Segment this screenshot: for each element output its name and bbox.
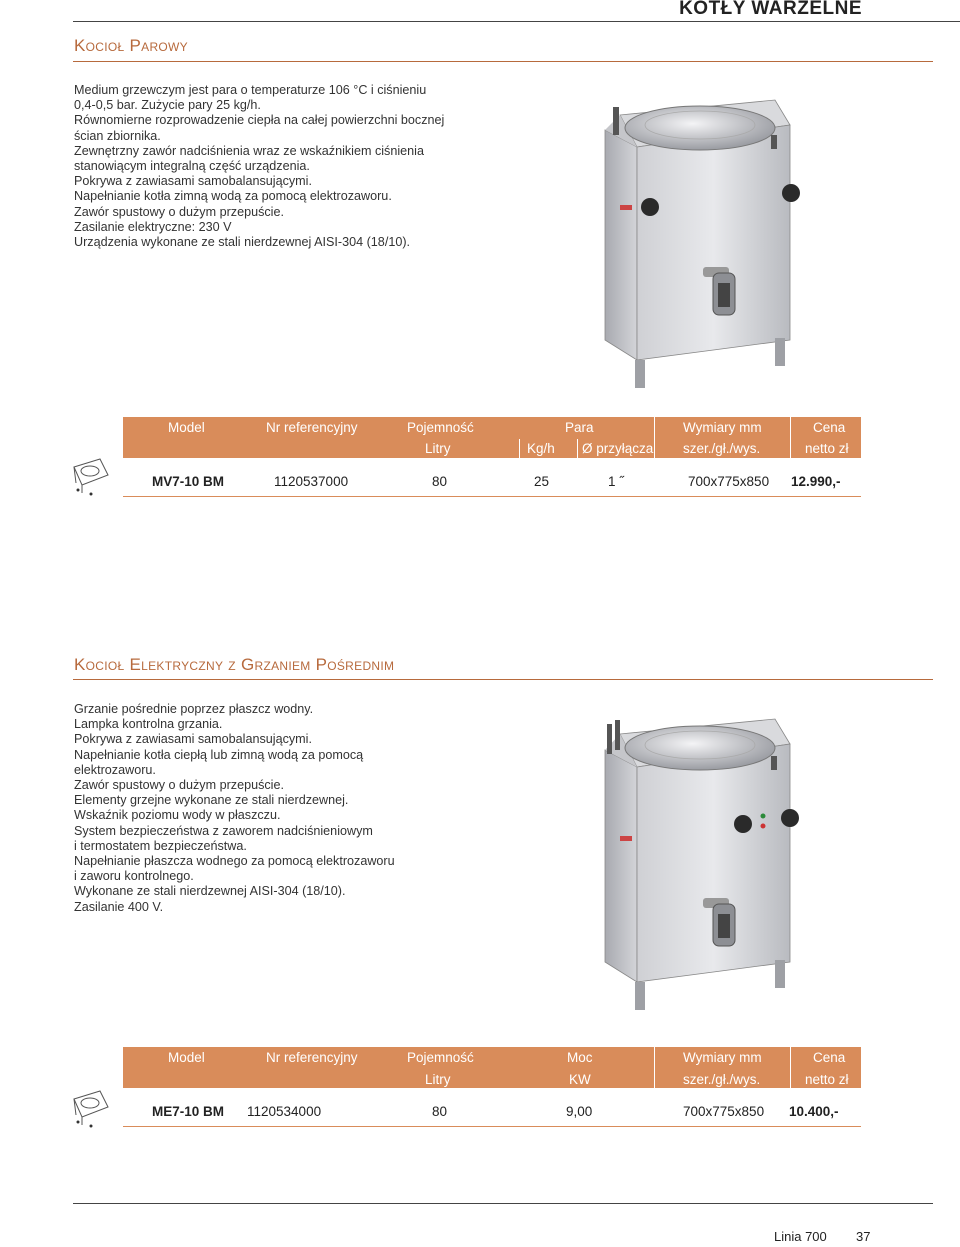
cell-dimensions: 700x775x850 [688,474,770,489]
cell-price: 10.400,- [789,1104,839,1119]
table-row [123,1098,861,1127]
column-divider [654,417,655,458]
column-divider [654,1047,655,1088]
steam-kettle-description [74,83,474,250]
cell-dimensions: 700x775x850 [683,1104,765,1119]
col-dimensions: Wymiary mm [683,420,762,435]
header-rule [73,21,960,22]
description-line: Napełnianie kotła ciepłą lub zimną wodą za pomocą [74,747,364,762]
table-gap [123,1088,861,1098]
cell-reference: 1120534000 [247,1104,322,1119]
cell-steam: 25 [534,474,550,489]
page-number: 37 [856,1229,871,1244]
table-header [123,1047,861,1088]
col-reference: Nr referencyjny [266,420,358,435]
kettle-top-view-icon [70,455,112,497]
electric-kettle-spec-table [123,1047,861,1127]
section-title-steam-kettle: Kocioł Parowy [74,36,188,55]
footer-product-line: Linia 700 [774,1229,827,1244]
electric-kettle-description [74,702,474,915]
cell-price: 12.990,- [791,474,841,489]
section-rule [73,679,933,680]
cell-connection: 1 ˝ [608,474,624,489]
steam-kettle-spec-table [123,417,861,497]
steam-kettle-product-image [585,95,815,395]
col-price: Cena [813,1050,846,1065]
col-capacity: Pojemność [407,420,474,435]
col-capacity: Pojemność [407,1050,474,1065]
page-header-title: KOTŁY WARZELNE [679,0,862,19]
cell-power: 9,00 [566,1104,593,1119]
col-price: Cena [813,420,846,435]
col-reference: Nr referencyjny [266,1050,358,1065]
description-line: Pokrywa z zawiasami samobalansującymi. [74,732,312,747]
column-divider [519,439,520,458]
description-line: Zasilanie elektryczne: 230 V [74,219,232,234]
column-divider [577,439,578,458]
description-line: stanowiącym integralną część urządzenia. [74,159,310,174]
description-line: Wykonane ze stali nierdzewnej AISI-304 (18/10). [74,884,346,899]
unit-kw: KW [569,1072,591,1087]
col-steam: Para [565,420,594,435]
description-line: Zawór spustowy o dużym przepuście. [74,204,284,219]
description-line: ścian zbiornika. [74,128,161,143]
description-line: Lampka kontrolna grzania. [74,717,223,732]
table-gap [123,458,861,468]
unit-litres: Litry [425,441,451,456]
column-divider [790,1047,791,1088]
cell-capacity: 80 [432,474,448,489]
table-row [123,468,861,497]
description-line: Grzanie pośrednie poprzez płaszcz wodny. [74,702,314,716]
unit-dimensions: szer./gł./wys. [683,1072,761,1087]
section-rule [73,61,933,62]
description-line: Równomierne rozprowadzenie ciepła na całej powierzchni bocznej [74,113,445,128]
electric-kettle-product-image [585,712,815,1017]
col-dimensions: Wymiary mm [683,1050,762,1065]
unit-dimensions: szer./gł./wys. [683,441,761,456]
kettle-top-view-icon [70,1087,112,1129]
description-line: 0,4-0,5 bar. Zużycie pary 25 kg/h. [74,98,261,113]
unit-price: netto zł [805,1072,849,1087]
unit-kgh: Kg/h [527,441,555,456]
description-line: elektrozaworu. [74,762,156,777]
description-line: Napełnianie płaszcza wodnego za pomocą elektrozaworu [74,854,395,869]
description-line: i termostatem bezpieczeństwa. [74,838,247,853]
column-divider [790,417,791,458]
description-line: Zasilanie 400 V. [74,899,164,914]
unit-price: netto zł [805,441,849,456]
description-line: Elementy grzejne wykonane ze stali nierdzewnej. [74,793,349,808]
col-model: Model [168,1050,205,1065]
cell-model: MV7-10 BM [152,474,225,489]
footer-rule [73,1203,933,1204]
description-line: Wskaźnik poziomu wody w płaszczu. [74,808,281,823]
cell-capacity: 80 [432,1104,448,1119]
unit-connection: Ø przyłącza [582,441,654,456]
description-line: System bezpieczeństwa z zaworem nadciśnieniowym [74,823,373,838]
description-line: Pokrywa z zawiasami samobalansującymi. [74,174,312,189]
col-model: Model [168,420,205,435]
section-title-electric-kettle: Kocioł Elektryczny z Grzaniem Pośrednim [74,655,395,674]
unit-litres: Litry [425,1072,451,1087]
col-power: Moc [567,1050,593,1065]
description-line: Zewnętrzny zawór nadciśnienia wraz ze wskaźnikiem ciśnienia [74,143,424,158]
cell-reference: 1120537000 [274,474,349,489]
description-line: Urządzenia wykonane ze stali nierdzewnej AISI-304 (18/10). [74,235,411,250]
table-header [123,417,861,458]
cell-model: ME7-10 BM [152,1104,225,1119]
description-line: Zawór spustowy o dużym przepuście. [74,778,284,793]
description-line: i zaworu kontrolnego. [74,869,194,884]
description-line: Napełnianie kotła zimną wodą za pomocą elektrozaworu. [74,189,392,204]
description-line: Medium grzewczym jest para o temperaturze 106 °C i ciśnieniu [74,83,427,97]
